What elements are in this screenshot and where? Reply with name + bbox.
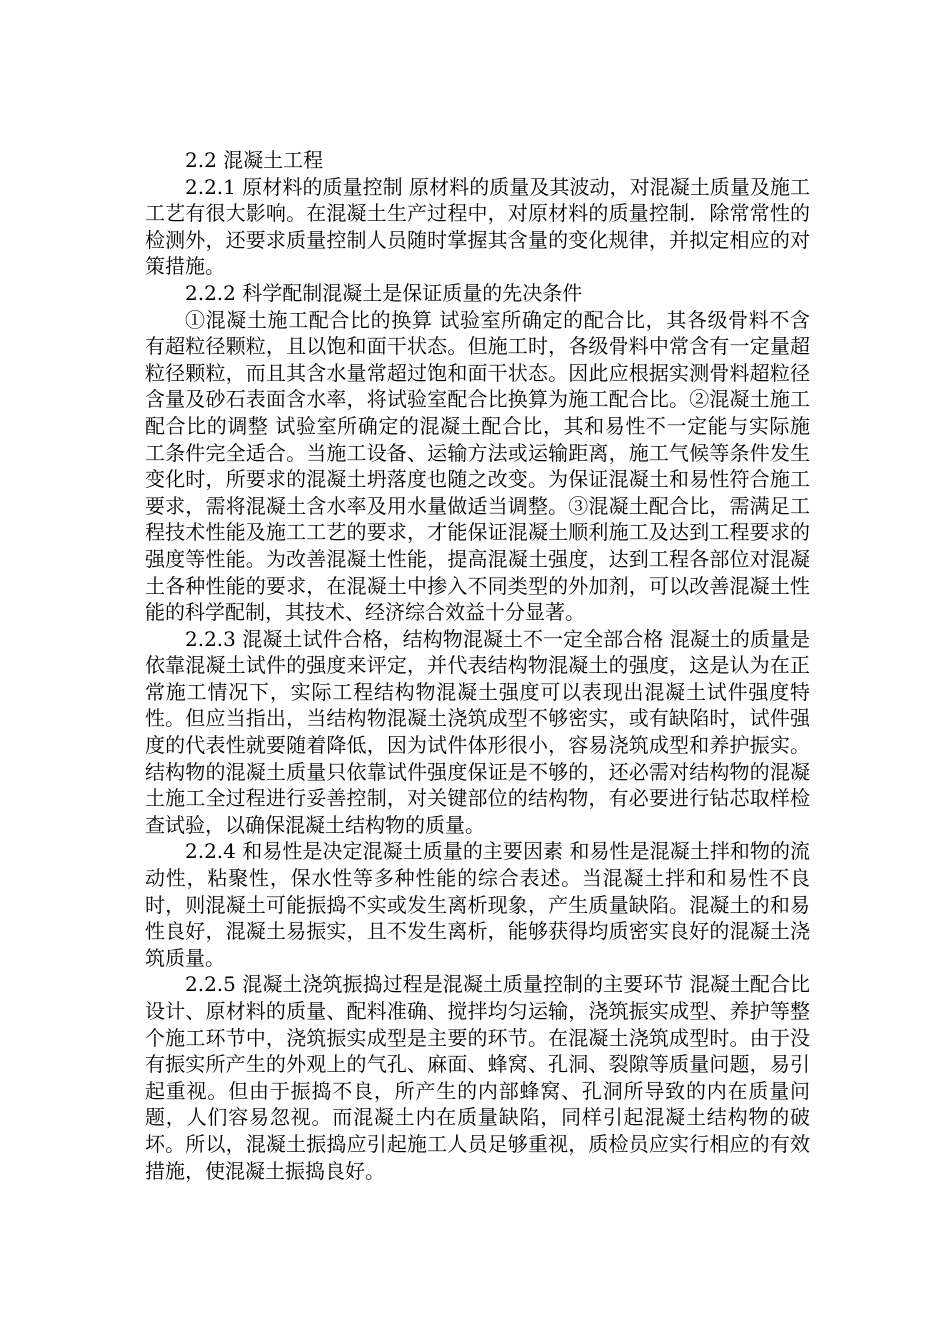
paragraph-2-2-4: 2.2.4 和易性是决定混凝土质量的主要因素 和易性是混凝土拌和物的流动性，粘聚性，保水性等多种性能的综合表述。当混凝土拌和和易性不良时，则混凝土可能振捣不实或发生离析现象，产生质量缺陷。混凝土的和易性良好，混凝土易振实，且不发生离析，能够获得均质密实良好的混凝土浇筑质量。	[145, 839, 810, 970]
paragraph-2-2-5: 2.2.5 混凝土浇筑振捣过程是混凝土质量控制的主要环节 混凝土配合比设计、原材料的质量、配料准确、搅拌均匀运输，浇筑振实成型、养护等整个施工环节中，浇筑振实成型是主要的环节。在混凝土浇筑成型时。由于没有振实所产生的外观上的气孔、麻面、蜂窝、孔洞、裂隙等质量问题，易引起重视。但由于振捣不良，所产生的内部蜂窝、孔洞所导致的内在质量问题，人们容易忽视。而混凝土内在质量缺陷，同样引起混凝土结构物的破坏。所以，混凝土振捣应引起施工人员足够重视，质检员应实行相应的有效措施，使混凝土振捣良好。	[145, 972, 810, 1183]
paragraph-2-2-1: 2.2.1 原材料的质量控制 原材料的质量及其波动，对混凝土质量及施工工艺有很大影响。在混凝土生产过程中，对原材料的质量控制．除常常性的检测外，还要求质量控制人员随时掌握其含量的变化规律，并拟定相应的对策措施。	[145, 174, 810, 279]
paragraph-mix-ratio: ①混凝土施工配合比的换算 试验室所确定的配合比，其各级骨料不含有超粒径颗粒，且以饱和面干状态。但施工时，各级骨料中常含有一定量超粒径颗粒，而且其含水量常超过饱和面干状态。因此应根据实测骨料超粒径含量及砂石表面含水率，将试验室配合比换算为施工配合比。②混凝土施工配合比的调整 试验室所确定的混凝土配合比，其和易性不一定能与实际施工条件完全适合。当施工设备、运输方法或运输距离，施工气候等条件发生变化时，所要求的混凝土坍落度也随之改变。为保证混凝土和易性符合施工要求，需将混凝土含水率及用水量做适当调整。③混凝土配合比，需满足工程技术性能及施工工艺的要求，才能保证混凝土顺利施工及达到工程要求的强度等性能。为改善混凝土性能，提高混凝土强度，达到工程各部位对混凝土各种性能的要求，在混凝土中掺入不同类型的外加剂，可以改善混凝土性能的科学配制，其技术、经济综合效益十分显著。	[145, 307, 810, 625]
paragraph-2-2-3: 2.2.3 混凝土试件合格，结构物混凝土不一定全部合格 混凝土的质量是依靠混凝土试件的强度来评定，并代表结构物混凝土的强度，这是认为在正常施工情况下，实际工程结构物混凝土强度可以表现出混凝土试件强度特性。但应当指出，当结构物混凝土浇筑成型不够密实，或有缺陷时，试件强度的代表性就要随着降低，因为试件体形很小，容易浇筑成型和养护振实。结构物的混凝土质量只依靠试件强度保证是不够的，还必需对结构物的混凝土施工全过程进行妥善控制，对关键部位的结构物，有必要进行钻芯取样检查试验，以确保混凝土结构物的质量。	[145, 626, 810, 837]
subheading-2-2-2: 2.2.2 科学配制混凝土是保证质量的先决条件	[185, 280, 583, 305]
section-heading-2-2: 2.2 混凝土工程	[185, 148, 324, 172]
document-body	[145, 147, 810, 1184]
